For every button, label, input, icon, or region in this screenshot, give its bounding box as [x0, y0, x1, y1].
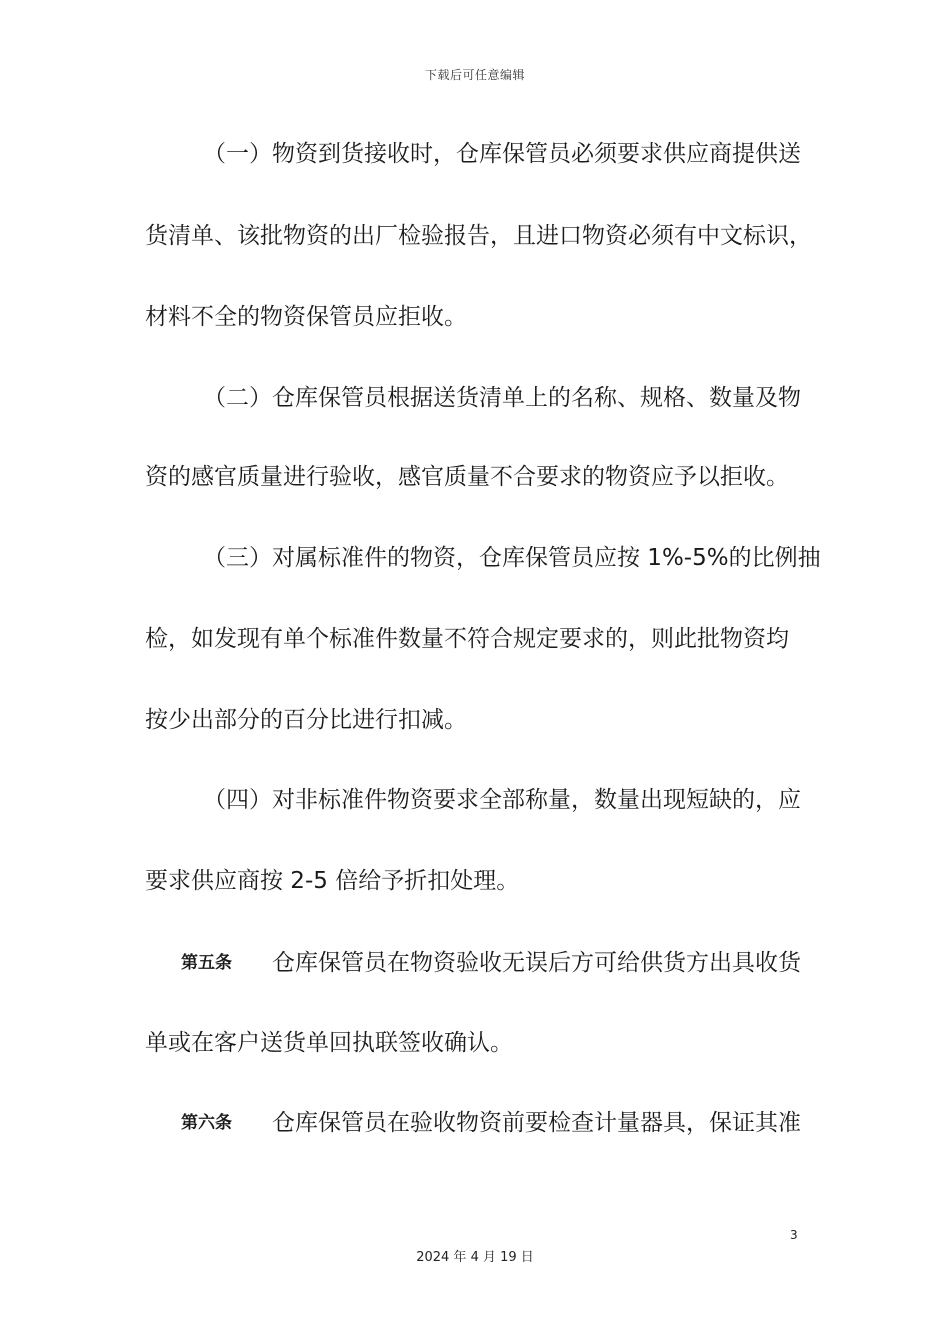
paragraph-2-line-2: 资的感官质量进行验收，感官质量不合要求的物资应予以拒收。 [145, 464, 789, 490]
paragraph-3-line-2: 检，如发现有单个标准件数量不符合规定要求的，则此批物资均 [145, 626, 789, 652]
paragraph-1-line-1: （一）物资到货接收时，仓库保管员必须要求供应商提供送 [203, 141, 801, 167]
paragraph-4-line-1: （四）对非标准件物资要求全部称量，数量出现短缺的，应 [203, 787, 801, 813]
paragraph-1-line-3: 材料不全的物资保管员应拒收。 [145, 304, 467, 330]
page-header: 下载后可任意编辑 [424, 68, 525, 82]
page-number: 3 [790, 1228, 798, 1242]
article-6-line-1: 仓库保管员在验收物资前要检查计量器具，保证其准 [272, 1110, 801, 1136]
article-5-line-1: 仓库保管员在物资验收无误后方可给供货方出具收货 [272, 950, 801, 976]
paragraph-3-line-1: （三）对属标准件的物资，仓库保管员应按 1%-5%的比例抽 [203, 545, 821, 571]
paragraph-2-line-1: （二）仓库保管员根据送货清单上的名称、规格、数量及物 [203, 385, 801, 411]
article-5-label: 第五条 [181, 953, 232, 973]
paragraph-3-line-3: 按少出部分的百分比进行扣减。 [145, 707, 467, 733]
article-6-label: 第六条 [181, 1113, 232, 1133]
article-5-line-2: 单或在客户送货单回执联签收确认。 [145, 1030, 513, 1056]
paragraph-1-line-2: 货清单、该批物资的出厂检验报告，且进口物资必须有中文标识， [145, 223, 812, 249]
paragraph-4-line-2: 要求供应商按 2-5 倍给予折扣处理。 [145, 868, 520, 894]
footer-date: 2024 年 4 月 19 日 [416, 1250, 534, 1265]
